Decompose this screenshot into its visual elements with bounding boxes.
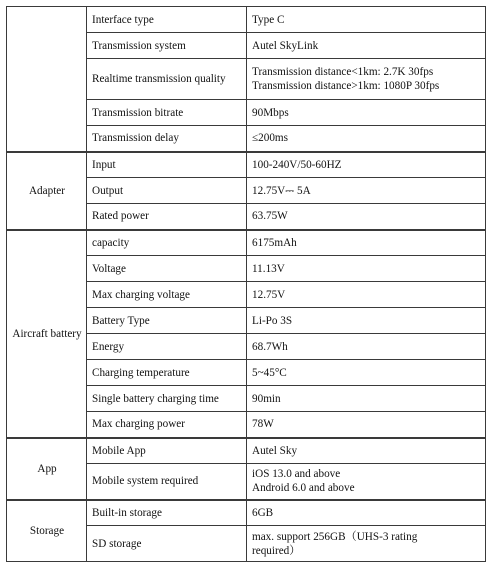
table-row	[7, 152, 486, 178]
spec-label-realtime-transmission-quality: Realtime transmission quality	[87, 59, 247, 100]
spec-label-built-in-storage: Built-in storage	[87, 500, 247, 526]
spec-label-energy: Energy	[87, 334, 247, 360]
spec-table-body	[7, 7, 486, 562]
spec-value-charging-temperature: 5~45°C	[247, 360, 486, 386]
spec-label-single-battery-charging-time: Single battery charging time	[87, 386, 247, 412]
spec-value-single-battery-charging-time: 90min	[247, 386, 486, 412]
spec-value-energy: 68.7Wh	[247, 334, 486, 360]
table-row	[7, 500, 486, 526]
spec-label-mobile-app: Mobile App	[87, 438, 247, 464]
spec-value-sd-storage: max. support 256GB（UHS-3 rating required）	[247, 526, 486, 562]
spec-value-max-charging-voltage: 12.75V	[247, 282, 486, 308]
spec-value-output: 12.75V⎓ 5A	[247, 178, 486, 204]
spec-value-mobile-app: Autel Sky	[247, 438, 486, 464]
spec-label-capacity: capacity	[87, 230, 247, 256]
spec-label-input: Input	[87, 152, 247, 178]
category-cell: Aircraft battery	[7, 230, 87, 438]
spec-value-built-in-storage: 6GB	[247, 500, 486, 526]
spec-value-mobile-system-required: iOS 13.0 and above Android 6.0 and above	[247, 464, 486, 500]
spec-label-transmission-system: Transmission system	[87, 33, 247, 59]
spec-label-interface-type: Interface type	[87, 7, 247, 33]
spec-value-rated-power: 63.75W	[247, 204, 486, 230]
spec-table	[6, 6, 486, 562]
spec-value-voltage: 11.13V	[247, 256, 486, 282]
spec-value-realtime-transmission-quality: Transmission distance<1km: 2.7K 30fps Transmission distance>1km: 1080P 30fps	[247, 59, 486, 100]
table-row	[7, 7, 486, 33]
spec-label-rated-power: Rated power	[87, 204, 247, 230]
spec-value-interface-type: Type C	[247, 7, 486, 33]
table-row	[7, 230, 486, 256]
spec-value-capacity: 6175mAh	[247, 230, 486, 256]
spec-label-mobile-system-required: Mobile system required	[87, 464, 247, 500]
spec-label-max-charging-voltage: Max charging voltage	[87, 282, 247, 308]
spec-label-battery-type: Battery Type	[87, 308, 247, 334]
category-cell: Adapter	[7, 152, 87, 230]
spec-value-max-charging-power: 78W	[247, 412, 486, 438]
spec-value-transmission-delay: ≤200ms	[247, 126, 486, 152]
category-cell: Storage	[7, 500, 87, 562]
spec-label-transmission-delay: Transmission delay	[87, 126, 247, 152]
spec-value-battery-type: Li-Po 3S	[247, 308, 486, 334]
spec-label-sd-storage: SD storage	[87, 526, 247, 562]
spec-value-transmission-system: Autel SkyLink	[247, 33, 486, 59]
category-cell: App	[7, 438, 87, 500]
category-cell	[7, 7, 87, 152]
table-row	[7, 438, 486, 464]
spec-label-charging-temperature: Charging temperature	[87, 360, 247, 386]
spec-label-transmission-bitrate: Transmission bitrate	[87, 100, 247, 126]
spec-label-max-charging-power: Max charging power	[87, 412, 247, 438]
spec-label-voltage: Voltage	[87, 256, 247, 282]
spec-value-input: 100-240V/50-60HZ	[247, 152, 486, 178]
spec-label-output: Output	[87, 178, 247, 204]
spec-value-transmission-bitrate: 90Mbps	[247, 100, 486, 126]
